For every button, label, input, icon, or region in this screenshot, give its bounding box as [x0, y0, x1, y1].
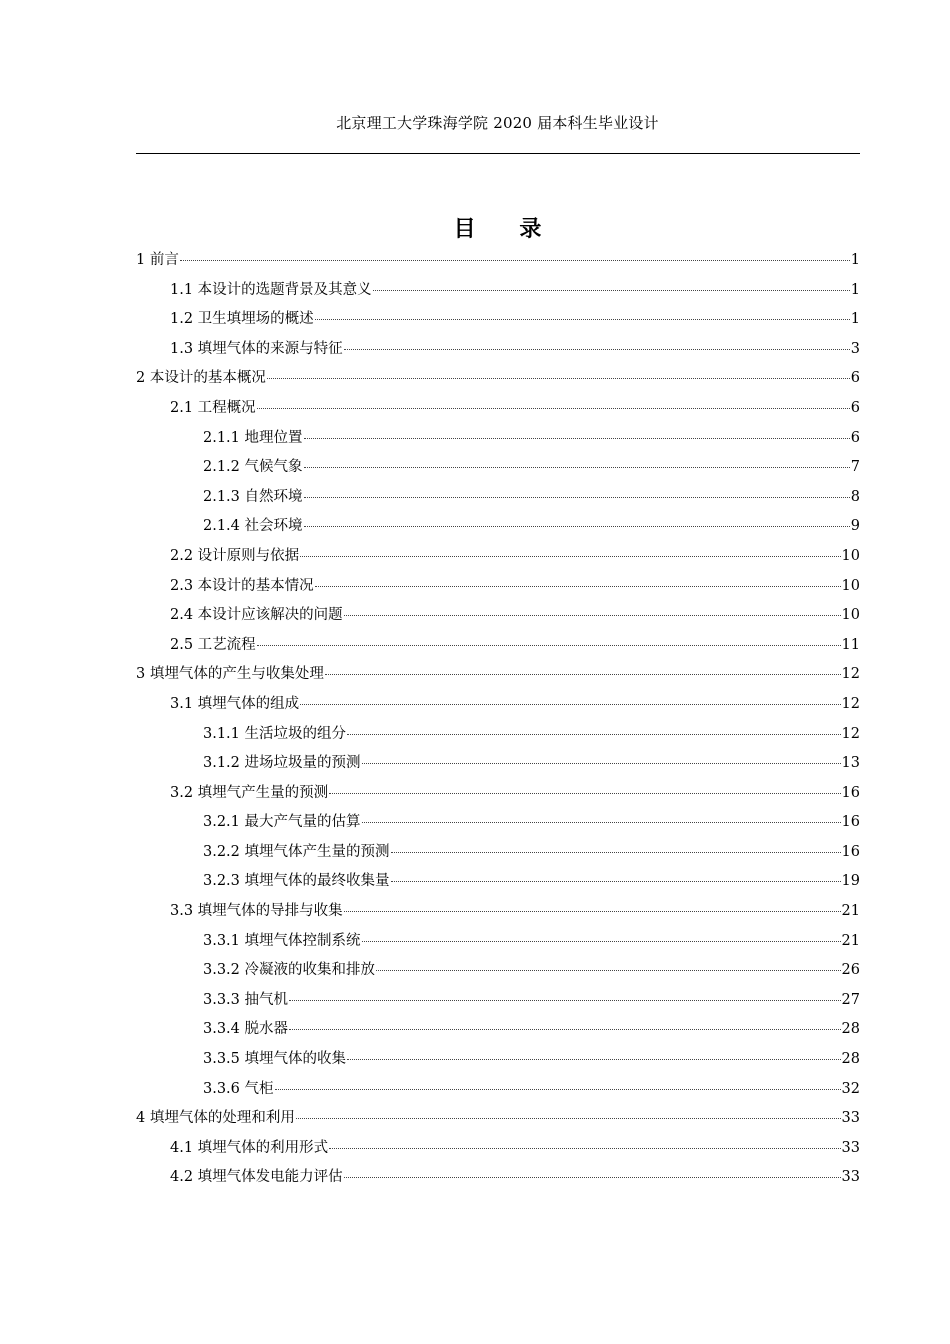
toc-entry-label: 2.3 本设计的基本情况 — [170, 577, 314, 594]
toc-entry[interactable] — [136, 956, 860, 986]
toc-entry-label: 2.1.4 社会环境 — [203, 518, 303, 535]
toc-entry[interactable] — [136, 483, 860, 513]
toc-entry-page-number: 1 — [850, 281, 860, 298]
toc-entry-label: 3.3 填埋气体的导排与收集 — [170, 903, 343, 920]
toc-entry[interactable] — [136, 1075, 860, 1105]
running-header: 北京理工大学珠海学院 2020 届本科生毕业设计 — [336, 114, 659, 132]
toc-entry[interactable] — [136, 512, 860, 542]
toc-entry[interactable] — [136, 601, 860, 631]
toc-entry-label: 3.2.2 填埋气体产生量的预测 — [203, 843, 390, 860]
toc-entry-page-number: 33 — [841, 1110, 860, 1127]
toc-entry[interactable] — [136, 927, 860, 957]
toc-entry[interactable] — [136, 808, 860, 838]
toc-dot-leader — [289, 1028, 841, 1030]
toc-dot-leader — [362, 940, 841, 942]
toc-entry-label: 1.2 卫生填埋场的概述 — [170, 311, 314, 328]
toc-entry[interactable] — [136, 394, 860, 424]
toc-entry-page-number: 6 — [850, 429, 860, 446]
toc-entry-label: 1.1 本设计的选题背景及其意义 — [170, 281, 372, 298]
toc-entry-page-number: 6 — [850, 399, 860, 416]
toc-entry-page-number: 33 — [841, 1169, 860, 1186]
toc-entry-label: 3.2.1 最大产气量的估算 — [203, 814, 361, 831]
toc-entry-page-number: 9 — [850, 518, 860, 535]
toc-entry[interactable] — [136, 424, 860, 454]
toc-entry[interactable] — [136, 572, 860, 602]
toc-entry-page-number: 6 — [850, 370, 860, 387]
toc-entry-page-number: 27 — [841, 991, 860, 1008]
toc-entry-label: 3.3.3 抽气机 — [203, 991, 289, 1008]
toc-dot-leader — [315, 318, 850, 320]
toc-entry[interactable] — [136, 364, 860, 394]
toc-entry[interactable] — [136, 660, 860, 690]
toc-entry[interactable] — [136, 1134, 860, 1164]
toc-dot-leader — [300, 555, 840, 557]
toc-entry-page-number: 7 — [850, 459, 860, 476]
toc-entry[interactable] — [136, 867, 860, 897]
toc-entry[interactable] — [136, 1045, 860, 1075]
toc-entry-label: 3.1.1 生活垃圾的组分 — [203, 725, 347, 742]
toc-entry[interactable] — [136, 897, 860, 927]
toc-entry-page-number: 16 — [841, 814, 860, 831]
toc-entry-label: 4.1 填埋气体的利用形式 — [170, 1139, 329, 1156]
toc-entry[interactable] — [136, 986, 860, 1016]
toc-entry-label: 3.2.3 填埋气体的最终收集量 — [203, 873, 390, 890]
toc-dot-leader — [257, 644, 841, 646]
toc-entry[interactable] — [136, 276, 860, 306]
toc-dot-leader — [257, 407, 850, 409]
toc-dot-leader — [304, 496, 850, 498]
toc-entry-page-number: 21 — [841, 932, 860, 949]
toc-entry-label: 4 填埋气体的处理和利用 — [136, 1110, 295, 1127]
toc-entry-label: 1.3 填埋气体的来源与特征 — [170, 340, 343, 357]
toc-dot-leader — [347, 1058, 841, 1060]
toc-entry-page-number: 8 — [850, 488, 860, 505]
toc-entry[interactable] — [136, 838, 860, 868]
toc-entry-label: 2.1.2 气候气象 — [203, 459, 303, 476]
toc-dot-leader — [373, 289, 850, 291]
header-rule — [136, 153, 860, 154]
toc-entry[interactable] — [136, 631, 860, 661]
toc-entry-label: 2.2 设计原则与依据 — [170, 547, 300, 564]
toc-entry-label: 3.1.2 进场垃圾量的预测 — [203, 755, 361, 772]
toc-dot-leader — [304, 466, 850, 468]
toc-dot-leader — [329, 1147, 840, 1149]
toc-dot-leader — [344, 910, 841, 912]
toc-entry-label: 2.5 工艺流程 — [170, 636, 256, 653]
toc-entry[interactable] — [136, 1104, 860, 1134]
toc-dot-leader — [329, 792, 840, 794]
toc-entry[interactable] — [136, 749, 860, 779]
toc-entry-page-number: 21 — [841, 903, 860, 920]
toc-entry[interactable] — [136, 453, 860, 483]
toc-entry-page-number: 16 — [841, 784, 860, 801]
toc-entry-label: 3.3.6 气柜 — [203, 1080, 274, 1097]
toc-dot-leader — [347, 733, 841, 735]
toc-entry-label: 2.4 本设计应该解决的问题 — [170, 607, 343, 624]
toc-dot-leader — [391, 851, 841, 853]
toc-entry[interactable] — [136, 1015, 860, 1045]
toc-entry-page-number: 19 — [841, 873, 860, 890]
toc-dot-leader — [315, 585, 841, 587]
toc-entry-page-number: 10 — [841, 547, 860, 564]
toc-dot-leader — [391, 880, 841, 882]
toc-title: 目 录 — [453, 216, 560, 242]
toc-entry-page-number: 10 — [841, 607, 860, 624]
toc-dot-leader — [362, 821, 841, 823]
toc-entry-page-number: 28 — [841, 1051, 860, 1068]
toc-entry-page-number: 12 — [841, 695, 860, 712]
toc-entry[interactable] — [136, 690, 860, 720]
toc-entry-page-number: 1 — [850, 311, 860, 328]
toc-entry[interactable] — [136, 720, 860, 750]
toc-dot-leader — [325, 673, 841, 675]
toc-entry-page-number: 32 — [841, 1080, 860, 1097]
toc-dot-leader — [180, 259, 850, 261]
toc-dot-leader — [300, 703, 840, 705]
toc-entry-page-number: 12 — [841, 725, 860, 742]
toc-entry-page-number: 13 — [841, 755, 860, 772]
toc-entry-label: 3.3.5 填埋气体的收集 — [203, 1051, 347, 1068]
toc-entry[interactable] — [136, 1163, 860, 1193]
toc-entry[interactable] — [136, 542, 860, 572]
toc-entry-label: 2.1.1 地理位置 — [203, 429, 303, 446]
toc-entry-label: 2.1.3 自然环境 — [203, 488, 303, 505]
toc-entry-page-number: 26 — [841, 962, 860, 979]
table-of-contents — [136, 246, 860, 1193]
toc-entry-label: 3.3.4 脱水器 — [203, 1021, 289, 1038]
toc-entry[interactable] — [136, 335, 860, 365]
toc-entry-label: 3.2 填埋气产生量的预测 — [170, 784, 329, 801]
toc-dot-leader — [376, 969, 841, 971]
toc-entry-label: 2 本设计的基本概况 — [136, 370, 266, 387]
toc-entry-page-number: 11 — [841, 636, 860, 653]
toc-entry-page-number: 12 — [841, 666, 860, 683]
toc-dot-leader — [296, 1117, 841, 1119]
toc-entry-page-number: 1 — [850, 252, 860, 268]
toc-entry-page-number: 33 — [841, 1139, 860, 1156]
toc-entry-page-number: 28 — [841, 1021, 860, 1038]
toc-entry-label: 2.1 工程概况 — [170, 399, 256, 416]
toc-entry[interactable] — [136, 779, 860, 809]
toc-dot-leader — [344, 348, 850, 350]
toc-entry-page-number: 3 — [850, 340, 860, 357]
toc-entry-page-number: 10 — [841, 577, 860, 594]
toc-dot-leader — [304, 525, 850, 527]
toc-entry[interactable] — [136, 305, 860, 335]
toc-entry-label: 3 填埋气体的产生与收集处理 — [136, 666, 324, 683]
toc-entry-label: 1 前言 — [136, 252, 179, 268]
toc-dot-leader — [289, 999, 841, 1001]
toc-entry-label: 4.2 填埋气体发电能力评估 — [170, 1169, 343, 1186]
toc-entry-label: 3.3.1 填埋气体控制系统 — [203, 932, 361, 949]
toc-dot-leader — [304, 437, 850, 439]
toc-entry[interactable] — [136, 246, 860, 276]
toc-dot-leader — [275, 1088, 841, 1090]
toc-entry-page-number: 16 — [841, 843, 860, 860]
toc-dot-leader — [362, 762, 841, 764]
toc-dot-leader — [267, 377, 850, 379]
toc-entry-label: 3.3.2 冷凝液的收集和排放 — [203, 962, 376, 979]
toc-dot-leader — [344, 1176, 841, 1178]
toc-dot-leader — [344, 614, 841, 616]
toc-entry-label: 3.1 填埋气体的组成 — [170, 695, 300, 712]
